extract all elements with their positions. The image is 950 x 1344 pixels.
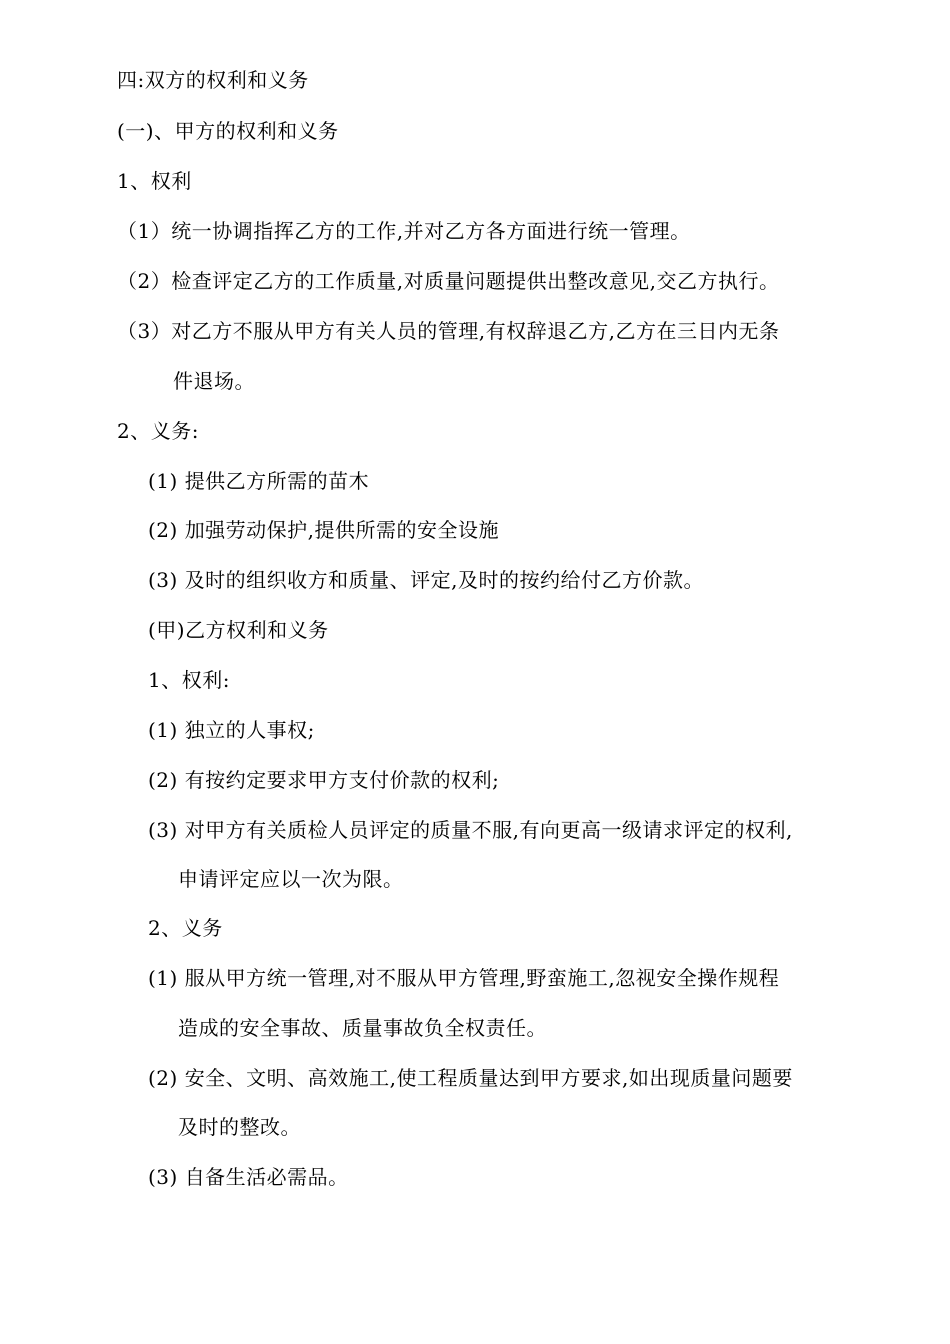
party-b-right-item: (2) 有按约定要求甲方支付价款的权利; [148, 768, 500, 792]
party-a-heading: (一)、甲方的权利和义务 [117, 119, 339, 143]
section-heading: 四:双方的权利和义务 [117, 68, 309, 92]
party-a-duty-item: (3) 及时的组织收方和质量、评定,及时的按约给付乙方价款。 [148, 568, 705, 592]
party-a-right-item-continuation: 件退场。 [173, 369, 255, 393]
party-b-duty-item: (3) 自备生活必需品。 [148, 1165, 349, 1189]
party-a-duty-item: (1) 提供乙方所需的苗木 [148, 469, 370, 493]
party-a-right-item: （3）对乙方不服从甲方有关人员的管理,有权辞退乙方,乙方在三日内无条 [117, 319, 780, 343]
party-b-right-item: (1) 独立的人事权; [148, 718, 315, 742]
party-b-duty-item: (1) 服从甲方统一管理,对不服从甲方管理,野蛮施工,忽视安全操作规程 [148, 966, 780, 990]
party-a-duties-heading: 2、义务: [117, 419, 199, 443]
party-b-duty-item: (2) 安全、文明、高效施工,使工程质量达到甲方要求,如出现质量问题要 [148, 1066, 793, 1090]
party-a-right-item: （1）统一协调指挥乙方的工作,并对乙方各方面进行统一管理。 [117, 219, 691, 243]
party-b-duties-heading: 2、义务 [148, 916, 223, 940]
party-b-heading: (甲)乙方权利和义务 [148, 618, 329, 642]
party-b-duty-item-continuation: 造成的安全事故、质量事故负全权责任。 [178, 1016, 547, 1040]
party-b-duty-item-continuation: 及时的整改。 [178, 1115, 301, 1139]
party-a-right-item: （2）检查评定乙方的工作质量,对质量问题提供出整改意见,交乙方执行。 [117, 269, 780, 293]
party-b-rights-heading: 1、权利: [148, 668, 230, 692]
party-a-rights-heading: 1、权利 [117, 169, 192, 193]
party-b-right-item: (3) 对甲方有关质检人员评定的质量不服,有向更高一级请求评定的权利, [148, 818, 793, 842]
party-b-right-item-continuation: 申请评定应以一次为限。 [178, 867, 404, 891]
party-a-duty-item: (2) 加强劳动保护,提供所需的安全设施 [148, 518, 500, 542]
